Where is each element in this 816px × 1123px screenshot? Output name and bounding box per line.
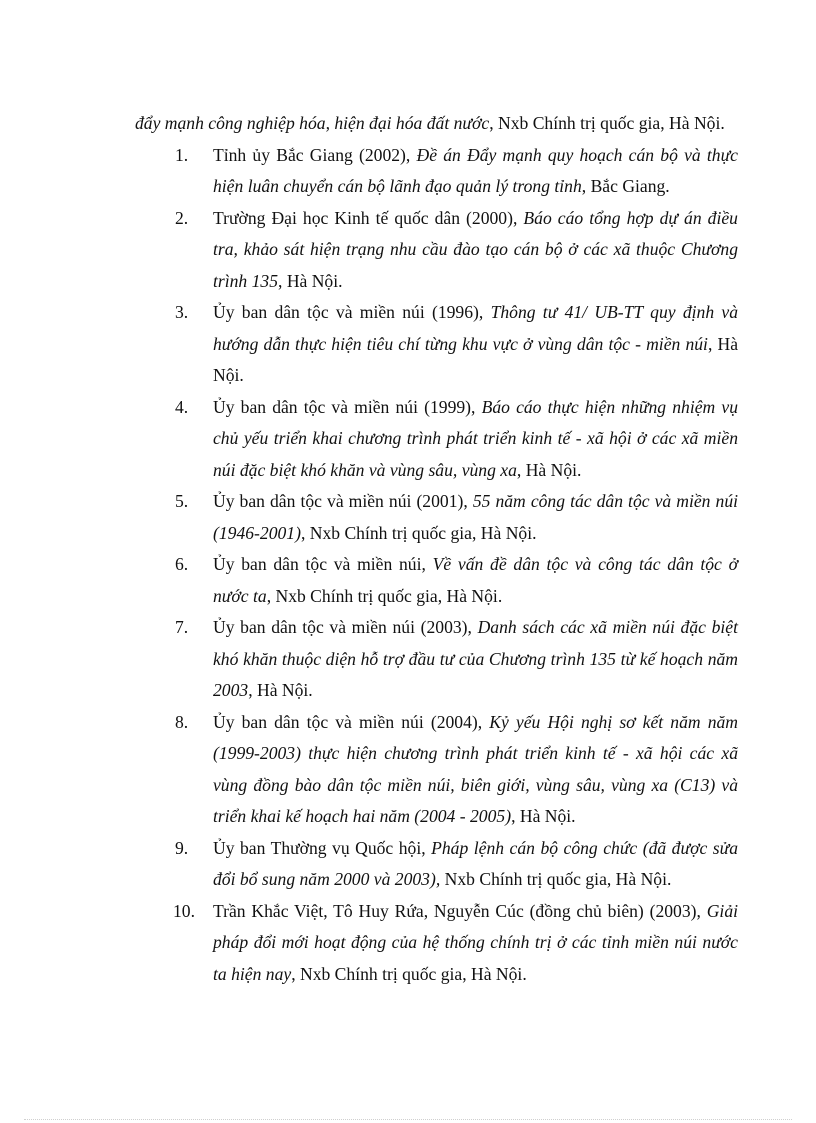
reference-item-9 [135, 833, 738, 896]
reference-publisher: Nxb Chính trị quốc gia, Hà Nội. [440, 869, 672, 889]
reference-number: 5. [175, 491, 189, 511]
reference-publisher: , Hà Nội. [516, 459, 582, 480]
reference-number: 10. [173, 900, 195, 921]
reference-item-10 [135, 896, 738, 991]
reference-title: Thông tư 41/ UB-TT quy định và hướng dẫn thực hiện tiêu chí từng khu vực ở vùng dân tộc - miền núi [213, 302, 738, 354]
reference-item-7 [135, 612, 738, 707]
reference-author: Ủy ban dân tộc và miền núi (1999), [213, 396, 482, 417]
reference-title: Danh sách các xã miền núi đặc biệt khó khăn thuộc diện hỗ trợ đầu tư của Chương trình 135 từ kế hoạch năm 2003 [213, 617, 738, 700]
reference-item-2 [135, 203, 738, 298]
reference-number: 4. [175, 396, 189, 417]
reference-item-8 [135, 707, 738, 833]
reference-author: Ủy ban dân tộc và miền núi, [213, 554, 433, 574]
page-bottom-divider [24, 1119, 792, 1120]
reference-title: Pháp lệnh cán bộ công chức (đã được sửa đổi bổ sung năm 2000 và 2003), [213, 837, 738, 889]
reference-publisher: , Nxb Chính trị quốc gia, Hà Nội. [300, 522, 537, 543]
reference-author: Trần Khắc Việt, Tô Huy Rứa, Nguyễn Cúc (đồng chủ biên) (2003), [213, 900, 707, 921]
reference-title: Báo cáo thực hiện những nhiệm vụ chủ yếu triển khai chương trình phát triển kinh tế - xã hội ở các xã miền núi đặc biệt khó khăn và vùng sâu, vùng xa [213, 396, 738, 480]
continued-publisher: , Nxb Chính trị quốc gia, Hà Nội. [489, 113, 725, 133]
reference-author: Trường Đại học Kinh tế quốc dân (2000), [213, 207, 524, 228]
reference-item-1 [135, 140, 738, 203]
reference-number: 8. [175, 711, 189, 732]
reference-item-6 [135, 549, 738, 612]
reference-title: Kỷ yếu Hội nghị sơ kết năm năm (1999-2003) thực hiện chương trình phát triển kinh tế - xã hội các xã vùng đồng bào dân tộc miền núi, biên giới, vùng sâu, vùng xa (C13) và triển khai kế hoạch hai năm (2004 - 2005) [213, 711, 739, 826]
reference-number: 3. [175, 302, 189, 322]
reference-number: 1. [175, 144, 189, 165]
reference-title: Báo cáo tổng hợp dự án điều tra, khảo sát hiện trạng nhu cầu đào tạo cán bộ ở các xã thuộc Chương trình 135 [213, 207, 738, 291]
reference-list-page [135, 108, 738, 990]
reference-number: 2. [175, 207, 189, 228]
reference-publisher: , Nxb Chính trị quốc gia, Hà Nội. [266, 585, 503, 606]
reference-author: Tỉnh ủy Bắc Giang (2002), [213, 144, 417, 165]
continued-reference [135, 108, 738, 140]
reference-title: Giải pháp đổi mới hoạt động của hệ thống chính trị ở các tỉnh miền núi nước ta hiện nay [213, 900, 738, 984]
reference-item-4 [135, 392, 738, 487]
reference-author: Ủy ban Thường vụ Quốc hội, [213, 837, 432, 858]
reference-publisher: , Hà Nội. [213, 333, 738, 385]
reference-number: 9. [175, 837, 189, 858]
continued-title: đẩy mạnh công nghiệp hóa, hiện đại hóa đất nước [135, 113, 490, 133]
reference-author: Ủy ban dân tộc và miền núi (2004), [213, 711, 490, 732]
reference-title: Về vấn đề dân tộc và công tác dân tộc ở nước ta [213, 554, 738, 606]
reference-publisher: , Bắc Giang. [581, 176, 670, 196]
reference-item-3 [135, 297, 738, 392]
reference-title: Đề án Đẩy mạnh quy hoạch cán bộ và thực hiện luân chuyển cán bộ lãnh đạo quản lý trong tỉnh [213, 144, 738, 196]
reference-publisher: , Hà Nội. [248, 680, 313, 700]
reference-publisher: , Hà Nội. [511, 806, 576, 826]
reference-publisher: , Nxb Chính trị quốc gia, Hà Nội. [291, 963, 527, 984]
reference-publisher: , Hà Nội. [278, 270, 343, 291]
reference-title: 55 năm công tác dân tộc và miền núi (1946-2001) [213, 491, 739, 543]
reference-author: Ủy ban dân tộc và miền núi (2001), [213, 491, 473, 511]
reference-number: 7. [175, 617, 189, 637]
reference-item-5 [135, 486, 738, 549]
reference-author: Ủy ban dân tộc và miền núi (2003), [213, 617, 478, 637]
reference-number: 6. [175, 554, 189, 574]
reference-author: Ủy ban dân tộc và miền núi (1996), [213, 302, 491, 322]
